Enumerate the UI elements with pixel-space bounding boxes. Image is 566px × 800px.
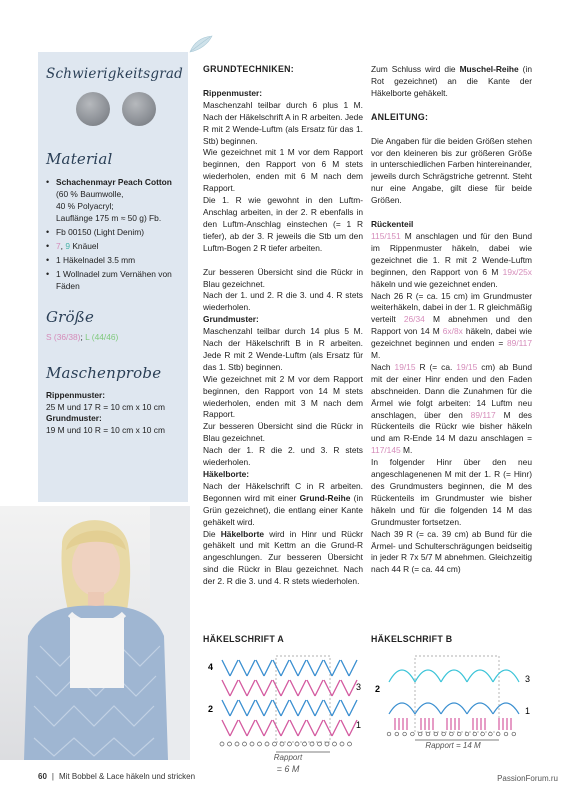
size-separator: ; (80, 332, 86, 342)
stitch-mark (315, 720, 323, 736)
back-piece-label: Rückenteil (371, 219, 414, 230)
chart-a-row-label: 4 (208, 662, 214, 672)
gauge-heading: Maschenprobe (46, 364, 162, 382)
stitch-mark (273, 680, 281, 696)
chain-mark (340, 742, 344, 746)
chain-mark (288, 742, 292, 746)
base-paragraph: Zur besseren Übersicht sind die Rückr in Blau gezeichnet. (203, 421, 363, 444)
base-paragraph: Nach der 1. R die 2. und 3. R stets wiederholen. (203, 445, 363, 468)
back-paragraph: In folgender Hinr über den neu angeschlagenenen M mit der 1. R (= Hinr) des Grundmusters beginnen, die M des Rückenteils im Grundmuster wie bisher häkeln und für die folgenden 14 M das Grundmuster fortsetzen. (371, 457, 532, 527)
stitch-mark (239, 660, 247, 676)
size-heading: Größe (46, 308, 95, 326)
chain-mark (333, 742, 337, 746)
chart-a-row-label: 2 (208, 704, 214, 714)
stitch-mark (222, 680, 230, 696)
chain-mark (325, 742, 329, 746)
stitch-mark (273, 660, 281, 676)
chain-mark (265, 742, 269, 746)
stitch-mark (341, 660, 349, 676)
model-illustration (0, 506, 190, 760)
stitch-mark (239, 680, 247, 696)
rib-paragraph: Nach der 1. und 2. R die 3. und 4. R stets wiederholen. (203, 290, 363, 313)
stitch-mark (230, 720, 238, 736)
stitch-mark (281, 700, 289, 716)
stitch-mark (264, 720, 272, 736)
size-value: 26/34 (403, 314, 425, 325)
stitch-mark (298, 700, 306, 716)
arch-mark (415, 670, 441, 682)
list-item (46, 268, 180, 292)
text-run: M anschlagen und für den Bund im Rippenmuster häkeln, dabei wie gezeichnet die 1. R mit 2 Wende-Luftm beginnen, den Rapport von 6 M (371, 230, 532, 277)
chain-mark (235, 742, 239, 746)
sizes-note-paragraph: Die Angaben für die beiden Größen stehen vor den kleineren bis zur größeren Größe in unterschiedlichen Farben hintereinander, jeweils durch Schrägstriche getrennt. Steht nur eine Angabe, gilt diese für beide Größen. (371, 135, 532, 206)
yarn-name: Schachenmayr Peach Cotton (56, 177, 172, 187)
watermark: PassionForum.ru (497, 774, 558, 783)
arch-mark (493, 703, 519, 714)
info-sidebar (38, 52, 188, 502)
back-paragraph: Nach 39 R (= ca. 39 cm) ab Bund für die Ärmel- und Schulterschrägungen beidseitig in jeder R 7x 5/7 M abnehmen. Gleichzeitig nach 44 R (= ca. 44 cm) (371, 528, 532, 575)
list-item (46, 176, 180, 224)
arch-mark (415, 703, 441, 714)
leaf-decoration-icon (188, 34, 214, 56)
stitch-mark (307, 660, 315, 676)
stitch-mark (349, 660, 357, 676)
stitch-mark (307, 720, 315, 736)
text-run: häkeln, dabei wie gezeichnet beginnen und enden = (371, 326, 532, 349)
chain-mark (310, 742, 314, 746)
hook-size: 1 Häkelnadel 3.5 mm (56, 255, 136, 265)
arch-mark (441, 703, 467, 714)
page-number: 60 (38, 772, 47, 781)
chain-mark (481, 732, 485, 736)
intro-paragraph (371, 64, 532, 100)
difficulty-heading: Schwierigkeitsgrad (46, 66, 184, 82)
stitch-mark (264, 700, 272, 716)
stitch-mark (281, 660, 289, 676)
rib-paragraph: Wie gezeichnet mit 1 M vor dem Rapport beginnen, den Rapport von 6 M stets wiederholen, enden mit 6 M nach dem Rapport. (203, 147, 363, 194)
text-run-bold: Grund-Reihe (299, 492, 351, 503)
stitch-mark (239, 720, 247, 736)
stitch-mark (256, 720, 264, 736)
footer-title: Mit Bobbel & Lace häkeln und stricken (58, 772, 196, 781)
size-value: 19x/25x (502, 266, 532, 277)
chain-mark (228, 742, 232, 746)
chain-mark (457, 732, 461, 736)
stitch-mark (281, 680, 289, 696)
chain-mark (403, 732, 407, 736)
arch-mark (493, 670, 519, 682)
yarn-ball-icon (122, 92, 156, 126)
stitch-mark (264, 660, 272, 676)
rib-pattern-label: Rippenmuster: (203, 87, 263, 98)
arch-mark (441, 670, 467, 682)
stitch-mark (239, 700, 247, 716)
yarn-ball-icon (76, 92, 110, 126)
size-value: 89/117 (507, 338, 532, 349)
stitch-mark (281, 720, 289, 736)
chart-b-row-label: 3 (525, 674, 531, 684)
chain-mark (411, 732, 415, 736)
chain-mark (295, 742, 299, 746)
text-run: Zum Schluss wird die (371, 64, 460, 74)
gauge-base-value: 19 M und 10 R = 10 cm x 10 cm (46, 424, 165, 435)
text-run: Nach der Häkelschrift C in R arbeiten. Begonnen wird mit einer (203, 480, 363, 503)
size-s: S (36/38) (46, 332, 81, 342)
stitch-mark (247, 700, 255, 716)
instructions-column (371, 64, 532, 576)
text-run: wird in Hinr und Rückr gehäkelt und mit Kettm an die Grund-R angeschlungen. Zur besseren Übersicht sind die Rückr in Blau gezeichnet. Nach der 2. R die 3. und 4. R stets wiederholen. (203, 528, 363, 587)
skeins-separator: , (60, 241, 66, 251)
back-paragraph (371, 291, 532, 362)
size-value: 6x/8x (442, 326, 463, 337)
stitch-mark (324, 720, 332, 736)
stitch-mark (290, 660, 298, 676)
stitch-mark (256, 680, 264, 696)
chain-mark (496, 732, 500, 736)
text-run: Nach 26 R (= ca. 15 cm) im Grundmuster weiterhäkeln, dabei in der 1. R gleichmäßig verteilt (371, 290, 532, 325)
stitch-mark (298, 660, 306, 676)
footer-separator: | (51, 772, 54, 781)
chart-a-row-label: 3 (356, 682, 362, 692)
stitch-mark (332, 720, 340, 736)
gauge-values (46, 390, 180, 436)
text-run: M. (371, 350, 381, 361)
list-item (46, 240, 180, 252)
size-value: 19/15 (394, 361, 416, 372)
text-run: R (= ca. (415, 361, 457, 372)
stitch-mark (264, 680, 272, 696)
stitch-mark (230, 660, 238, 676)
chain-mark (387, 732, 391, 736)
stitch-mark (307, 700, 315, 716)
chain-mark (512, 732, 516, 736)
chart-a-rapport-label: Rapport (273, 753, 303, 762)
stitch-mark (273, 700, 281, 716)
chain-mark (243, 742, 247, 746)
arch-mark (389, 703, 415, 714)
yarn-detail: 40 % Polyacryl; (56, 201, 114, 211)
chain-mark (473, 732, 477, 736)
crochet-chart-b (375, 652, 533, 762)
chain-mark (442, 732, 446, 736)
chart-b-row-label: 2 (375, 684, 381, 694)
chain-mark (426, 732, 430, 736)
yarn-detail: Lauflänge 175 m ≈ 50 g) Fb. (56, 213, 162, 223)
stitch-mark (324, 660, 332, 676)
text-run-bold: Muschel-Reihe (459, 64, 519, 74)
chart-b-row-label: 1 (525, 706, 531, 716)
yarn-detail: (60 % Baumwolle, (56, 189, 124, 199)
chart-b-rapport-label: Rapport = 14 M (425, 741, 481, 750)
stitch-mark (315, 680, 323, 696)
stitch-mark (307, 680, 315, 696)
base-paragraph: Maschenzahl teilbar durch 14 plus 5 M. Nach der Häkelschrift B in R arbeiten. Jede R mit 2 Wende-Luftm (als Ersatz für das 1. Stb) beginnen. (203, 326, 363, 372)
stitch-mark (222, 700, 230, 716)
stitch-mark (315, 700, 323, 716)
base-pattern-label: Grundmuster: (203, 314, 259, 325)
yarn-color: Fb 00150 (Light Denim) (56, 227, 144, 237)
chain-mark (465, 732, 469, 736)
arch-mark (467, 670, 493, 682)
chain-mark (489, 732, 493, 736)
crochet-chart-a (208, 652, 366, 776)
arch-mark (389, 670, 415, 682)
difficulty-indicator (76, 92, 180, 126)
back-paragraph (371, 231, 532, 291)
text-run: M. (400, 445, 413, 456)
skeins-size-s: 7 (56, 241, 61, 251)
skeins-unit: Knäuel (70, 241, 99, 251)
stitch-mark (315, 660, 323, 676)
chart-a-rapport-value: = 6 M (276, 764, 300, 774)
stitch-mark (290, 720, 298, 736)
gauge-rib-value: 25 M und 17 R = 10 cm x 10 cm (46, 401, 165, 412)
chain-mark (418, 732, 422, 736)
text-run: (in Grün gezeichnet), die entlang einer Kante gehäkelt wird. (203, 492, 363, 527)
stitch-mark (247, 720, 255, 736)
back-paragraph (371, 362, 532, 457)
stitch-mark (341, 680, 349, 696)
gauge-base-label: Grundmuster: (46, 413, 102, 423)
stitch-mark (230, 680, 238, 696)
stitch-mark (332, 700, 340, 716)
rapport-box (415, 656, 499, 732)
text-run: M des Rückenteils die Rückr wie bisher häkeln und am R-Ende 14 M dazu anschlagen = (371, 409, 532, 444)
base-paragraph: Wie gezeichnet mit 2 M vor dem Rapport beginnen, den Rapport von 14 M stets wiederholen, enden mit 3 M nach dem Rapport. (203, 373, 363, 420)
model-photo (0, 506, 190, 760)
stitch-mark (324, 700, 332, 716)
stitch-mark (222, 720, 230, 736)
chart-a-stitches (220, 656, 357, 752)
stitch-mark (341, 720, 349, 736)
list-item (46, 226, 180, 238)
size-values (46, 332, 180, 342)
size-value: 89/117 (470, 409, 496, 420)
stitch-mark (324, 680, 332, 696)
stitch-mark (298, 680, 306, 696)
stitch-mark (256, 660, 264, 676)
material-heading: Material (46, 150, 113, 168)
chain-mark (273, 742, 277, 746)
stitch-mark (349, 700, 357, 716)
chain-mark (220, 742, 224, 746)
size-value: 117/145 (371, 445, 401, 456)
size-l: L (44/46) (85, 332, 119, 342)
text-run-bold: Häkelborte (220, 528, 265, 539)
techniques-column (203, 64, 363, 588)
stitch-mark (298, 720, 306, 736)
chart-b-title: HÄKELSCHRIFT B (371, 634, 453, 644)
chain-mark (395, 732, 399, 736)
stitch-mark (332, 660, 340, 676)
chain-mark (434, 732, 438, 736)
stitch-mark (332, 680, 340, 696)
skeins-size-l: 9 (65, 241, 70, 251)
chain-mark (258, 742, 262, 746)
techniques-heading: GRUNDTECHNIKEN: (203, 64, 294, 74)
page-footer (38, 772, 195, 781)
rib-paragraph: Die 1. R wie gewohnt in den Luftm-Anschlag arbeiten, in der 2. R ebenfalls in den Luftm-Anschlag einstechen (= 1 R tiefer), ab der 3. R jeweils die Stb um den Luftm-Bogen 2 R tiefer arbeiten. (203, 195, 363, 253)
stitch-mark (290, 680, 298, 696)
gauge-rib-label: Rippenmuster: (46, 390, 106, 400)
size-value: 19/15 (456, 361, 478, 372)
chain-mark (318, 742, 322, 746)
list-item (46, 254, 180, 266)
chain-mark (504, 732, 508, 736)
text-run: Die (203, 528, 221, 539)
stitch-mark (290, 700, 298, 716)
stitch-mark (256, 700, 264, 716)
border-label: Häkelborte: (203, 469, 250, 479)
rib-paragraph: Maschenzahl teilbar durch 6 plus 1 M. Nach der Häkelschrift A in R arbeiten. Jede R mit 2 Wende-Luftm (als Ersatz für das 1. Stb) beginnen. (203, 99, 363, 146)
stitch-mark (247, 660, 255, 676)
text-run: (in Rot gezeichnet) an die Kante der Häkelborte gehäkelt. (371, 64, 532, 98)
material-list (46, 176, 180, 292)
instructions-heading: ANLEITUNG: (371, 111, 429, 122)
chain-mark (348, 742, 352, 746)
stitch-mark (341, 700, 349, 716)
chain-mark (450, 732, 454, 736)
stitch-mark (230, 700, 238, 716)
border-paragraph (203, 529, 363, 589)
stitch-mark (247, 680, 255, 696)
chain-mark (280, 742, 284, 746)
chart-a-title: HÄKELSCHRIFT A (203, 634, 285, 644)
text-run: Nach (371, 361, 395, 372)
text-run: M abnehmen und den Rapport von 14 M (371, 314, 532, 337)
chain-mark (250, 742, 254, 746)
text-run: häkeln und wie gezeichnet enden. (371, 278, 498, 289)
needle-item: 1 Wollnadel zum Vernähen von Fäden (56, 269, 172, 291)
stitch-mark (222, 660, 230, 676)
arch-mark (467, 703, 493, 714)
text-run: cm) ab Bund mit der einer Hinr enden und den Faden abschneiden. Dann die Zunahmen für die Ärmel wie folgt arbeiten: 14 Luftm neu anschlagen, über den (371, 361, 532, 420)
border-paragraph (203, 481, 363, 529)
chart-b-stitches (387, 656, 519, 740)
size-value: 115/151 (371, 230, 401, 241)
rib-paragraph: Zur besseren Übersicht sind die Rückr in Blau gezeichnet. (203, 266, 363, 289)
stitch-mark (273, 720, 281, 736)
chain-mark (303, 742, 307, 746)
chart-a-row-label: 1 (356, 720, 362, 730)
